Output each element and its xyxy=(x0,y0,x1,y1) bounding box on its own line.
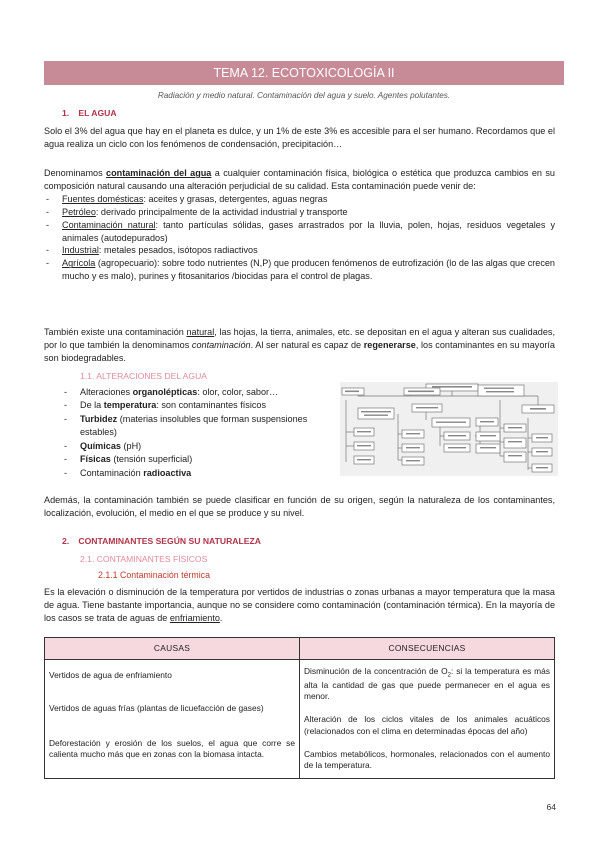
diagram-connectors xyxy=(340,382,558,476)
text-span: Alteraciones xyxy=(80,387,133,397)
subsection-2-1-title: 2.1. CONTAMINANTES FÍSICOS xyxy=(80,554,208,564)
text-span: También existe una contaminación xyxy=(44,327,187,337)
text-span: Es la elevación o disminución de la temperatura por vertidos de industrias o zonas urbanas a mayor temperatura que la masa de agua. Tiene bastante importancia, aunque no se considere como contaminación (contaminación térmica). En la mayoría de los casos se trata de aguas de xyxy=(44,587,555,623)
text-span: (materias insolubles que forman suspensiones estables) xyxy=(80,413,308,438)
bold-word: regenerarse xyxy=(363,339,416,350)
natural-contamination-paragraph xyxy=(44,326,555,365)
list-item xyxy=(44,257,555,283)
bold-term: radioactiva xyxy=(143,467,192,478)
list-item xyxy=(44,219,555,245)
list-item xyxy=(44,244,555,257)
underlined-word: natural xyxy=(186,327,215,337)
classification-paragraph: Además, la contaminación también se puede clasificar en función de su origen, según la naturaleza de los contaminantes, localización, evolución, el medio en el que se produce y su nivel. xyxy=(44,495,555,518)
cause-item: Deforestación y erosión de los suelos, el agua que corre se calienta mucho más que en zonas con la biomasa intacta. xyxy=(49,737,295,760)
list-item xyxy=(62,413,324,440)
cause-item: Vertidos de agua de enfriamiento xyxy=(49,670,172,680)
bold-term: organolépticas xyxy=(132,387,198,397)
definition-paragraph xyxy=(44,167,555,193)
column-header-consecuencias: CONSECUENCIAS xyxy=(300,638,555,660)
consequence-item: Cambios metabólicos, hormonales, relacionados con el aumento de la temperatura. xyxy=(304,749,550,771)
subsection-1-1-title: 1.1. ALTERACIONES DEL AGUA xyxy=(80,371,208,381)
consequence-item xyxy=(304,666,550,702)
text-span: Denominamos xyxy=(44,168,107,178)
consequence-item: Alteración de los ciclos vitales de los animales acuáticos (relacionados con el clima en determinadas épocas del año) xyxy=(304,714,550,736)
text-span: , las hojas, la tierra, animales, etc. se depositan en el agua y alteran sus cualidades, por lo que también la denominamos xyxy=(44,327,555,350)
section-number: 1. xyxy=(62,108,70,118)
item-label: Agrícola xyxy=(62,258,96,269)
bold-term: Químicas xyxy=(80,440,121,451)
text-span: Disminución de la concentración de O xyxy=(304,666,448,676)
cause-item: Vertidos de aguas frías (plantas de licuefacción de gases) xyxy=(49,703,264,714)
item-label: Fuentes domésticas xyxy=(62,193,144,204)
list-item xyxy=(62,440,324,453)
section-1-heading xyxy=(62,107,117,119)
item-text: : aceites y grasas, detergentes, aguas negras xyxy=(143,193,328,204)
page-number: 64 xyxy=(546,802,556,812)
key-term: contaminación del agua xyxy=(106,168,212,178)
definition-block xyxy=(44,167,555,283)
thermal-contamination-paragraph xyxy=(44,586,555,625)
table-row xyxy=(45,660,555,779)
italic-word: contaminación xyxy=(191,339,251,350)
text-span: . xyxy=(219,612,223,623)
bold-term: temperatura xyxy=(103,400,157,411)
list-item xyxy=(62,467,324,480)
list-item xyxy=(62,386,324,399)
text-span: a cualquier contaminación física, biológica o estética que produzca cambios en su composición natural causando una alteración perjudicial de su calidad. Esta contaminación puede venir de: xyxy=(44,168,555,191)
section-number: 2. xyxy=(62,536,70,546)
underlined-word: enfriamiento xyxy=(169,612,220,623)
causes-cell xyxy=(45,660,300,779)
subsection-2-1-1-title: 2.1.1 Contaminación térmica xyxy=(98,570,210,580)
text-span: : olor, color, sabor… xyxy=(197,387,279,397)
item-text: : derivado principalmente de la actividad industrial y transporte xyxy=(95,206,348,217)
column-header-causas: CAUSAS xyxy=(45,638,300,660)
text-span: : son contaminantes físicos xyxy=(156,400,267,411)
text-span: (pH) xyxy=(120,440,142,451)
page-title: TEMA 12. ECOTOXICOLOGÍA II xyxy=(44,61,564,85)
item-text: (agropecuario): sobre todo nutrientes (N,P) que producen fenómenos de eutrofización (lo de las algas que crecen mucho y es malo), purines y fitosanitarios /biocidas para el control de plagas. xyxy=(62,258,555,282)
alterations-list xyxy=(62,386,324,480)
section-2-heading xyxy=(62,535,261,547)
text-span: Contaminación xyxy=(80,467,144,478)
table-header-row xyxy=(45,638,555,660)
intro-paragraph: Solo el 3% del agua que hay en el planeta es dulce, y un 1% de este 3% es accesible para el ser humano. Recordamos que el agua realiza un ciclo con los fenómenos de condensación, precipitación… xyxy=(44,126,555,149)
consequences-cell xyxy=(300,660,555,779)
bold-term: Físicas xyxy=(80,454,111,465)
item-text: : tanto partículas sólidas, gases arrastrados por la lluvia, polen, hojas, residuos vegetales y animales (autodepurados) xyxy=(62,219,555,243)
bold-term: Turbidez xyxy=(80,413,118,424)
text-span: De la xyxy=(80,400,104,411)
item-label: Industrial xyxy=(62,245,99,256)
item-label: Contaminación natural xyxy=(62,219,156,230)
list-item xyxy=(44,193,555,206)
list-item xyxy=(62,453,324,466)
sources-list xyxy=(44,193,555,283)
section-title: CONTAMINANTES SEGÚN SU NATURALEZA xyxy=(78,536,261,546)
text-span: , los contaminantes en su mayoría son biodegradables. xyxy=(44,339,555,363)
subscript: 2 xyxy=(447,672,452,679)
item-text: : metales pesados, isótopos radiactivos xyxy=(98,245,258,256)
contamination-classification-diagram xyxy=(340,382,558,476)
text-span: . Al ser natural es capaz de xyxy=(250,339,364,350)
item-label: Petróleo xyxy=(62,206,96,217)
text-span: (tensión superficial) xyxy=(110,454,193,465)
list-item xyxy=(62,399,324,412)
causes-consequences-table xyxy=(44,637,555,779)
list-item xyxy=(44,206,555,219)
section-title: EL AGUA xyxy=(78,108,117,118)
page-subtitle: Radiación y medio natural. Contaminación del agua y suelo. Agentes polutantes. xyxy=(157,91,451,100)
text-span: : si la temperatura es más alta la cantidad de gas que puede permanecer en el agua es menor. xyxy=(304,666,550,702)
